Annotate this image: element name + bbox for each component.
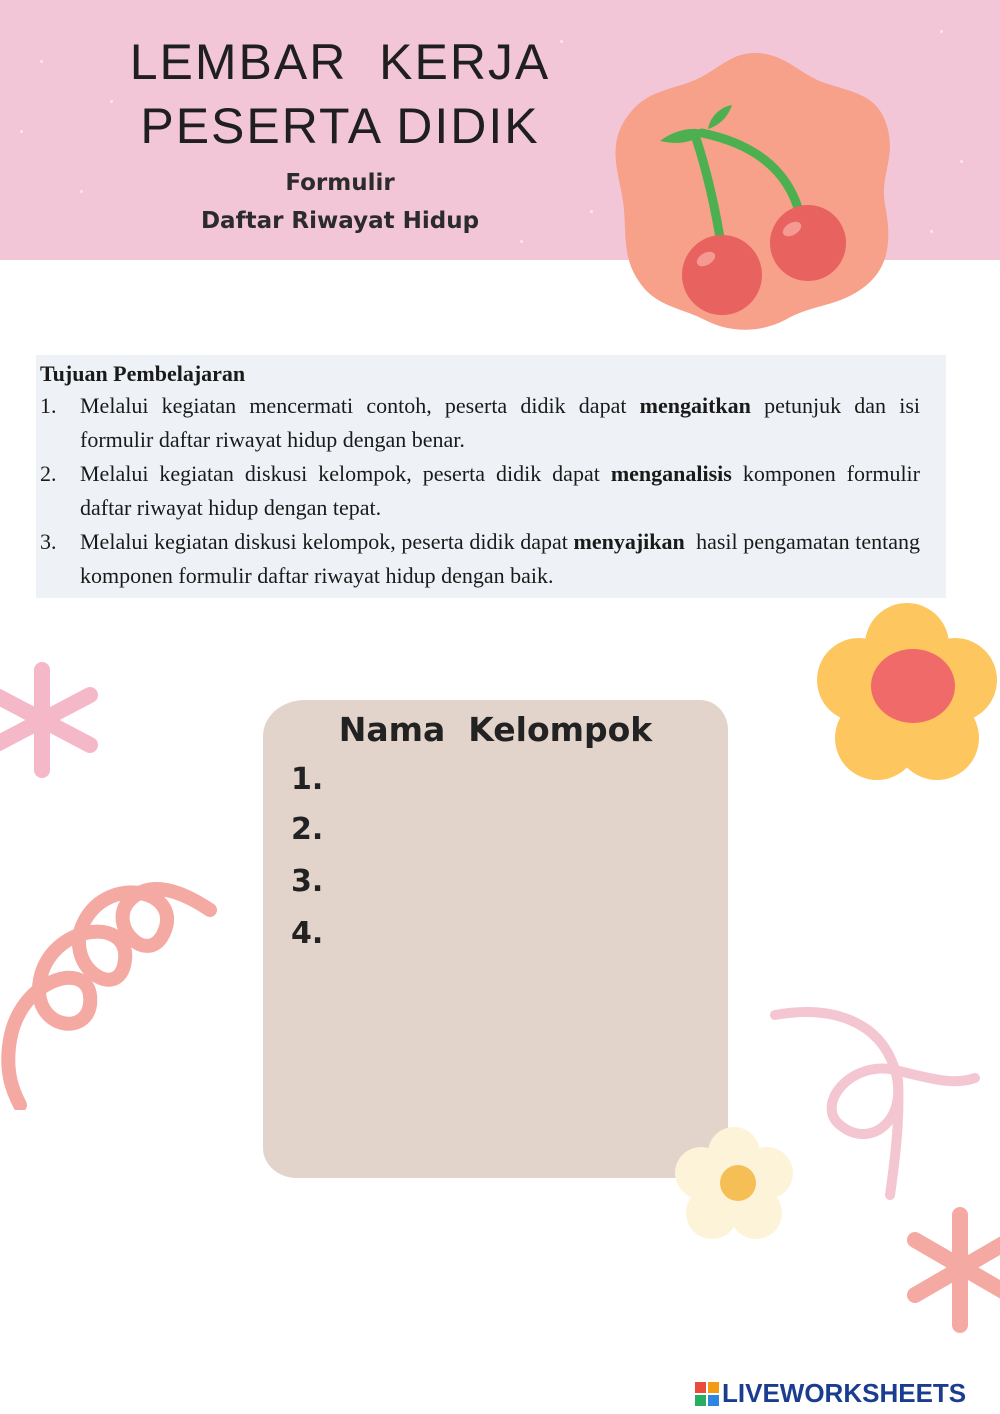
speck <box>940 30 943 33</box>
swirl-icon <box>0 870 220 1110</box>
objective-item <box>40 457 920 525</box>
logo-square <box>695 1382 706 1393</box>
member-slot-2[interactable]: 2. <box>291 812 324 847</box>
logo-square <box>708 1382 719 1393</box>
swirl-icon <box>770 1000 980 1200</box>
objective-keyword: mengaitkan <box>639 393 751 418</box>
liveworksheets-logo-icon <box>695 1382 719 1406</box>
subtitle-line2: Daftar Riwayat Hidup <box>200 208 480 234</box>
speck <box>590 210 593 213</box>
flower-icon <box>672 1125 797 1245</box>
speck <box>80 190 83 193</box>
objective-text-part: Melalui kegiatan diskusi kelompok, peserta didik dapat <box>80 529 574 554</box>
objectives-title: Tujuan Pembelajaran <box>40 361 246 386</box>
member-slot-1[interactable]: 1. <box>291 762 324 797</box>
member-slot-4[interactable]: 4. <box>291 916 324 951</box>
group-title: Nama Kelompok <box>338 710 653 749</box>
objective-text-part: hasil pengamatan tentang komponen formulir daftar riwayat hidup dengan baik. <box>80 529 926 588</box>
objective-number: 3. <box>40 529 57 554</box>
learning-objectives <box>36 355 946 598</box>
speck <box>40 60 43 63</box>
objective-keyword: menyajikan <box>573 529 685 554</box>
member-slot-3[interactable]: 3. <box>291 864 324 899</box>
objective-keyword: menganalisis <box>610 461 732 486</box>
speck <box>20 130 23 133</box>
objective-item <box>40 389 920 457</box>
logo-square <box>695 1395 706 1406</box>
objective-number: 1. <box>40 393 57 418</box>
objective-text <box>80 389 920 457</box>
flower-icon <box>815 600 1000 785</box>
objectives-list <box>40 389 926 593</box>
asterisk-icon <box>905 1205 1000 1335</box>
page-title-line2: PESERTA DIDIK <box>140 98 540 154</box>
objective-text-part: Melalui kegiatan mencermati contoh, peserta didik dapat <box>80 393 640 418</box>
objective-text-part: komponen formulir daftar riwayat hidup dengan tepat. <box>80 461 920 520</box>
objective-text-part: Melalui kegiatan diskusi kelompok, peserta didik dapat <box>80 461 611 486</box>
logo-square <box>708 1395 719 1406</box>
objective-text-part: petunjuk dan isi formulir daftar riwayat hidup dengan benar. <box>80 393 920 452</box>
cherry-icon <box>610 45 900 335</box>
group-names-box <box>263 700 728 1178</box>
objective-item <box>40 525 926 593</box>
speck <box>930 230 933 233</box>
liveworksheets-brand[interactable] <box>695 1378 966 1409</box>
speck <box>520 240 523 243</box>
brand-name: LIVEWORKSHEETS <box>722 1378 967 1408</box>
title-block <box>90 30 590 240</box>
subtitle-line1: Formulir <box>285 170 395 196</box>
page-title-line1: LEMBAR KERJA <box>129 34 551 90</box>
speck <box>960 160 963 163</box>
objective-text <box>80 457 920 525</box>
asterisk-icon <box>0 660 100 780</box>
objective-number: 2. <box>40 461 57 486</box>
objective-text <box>80 525 926 593</box>
